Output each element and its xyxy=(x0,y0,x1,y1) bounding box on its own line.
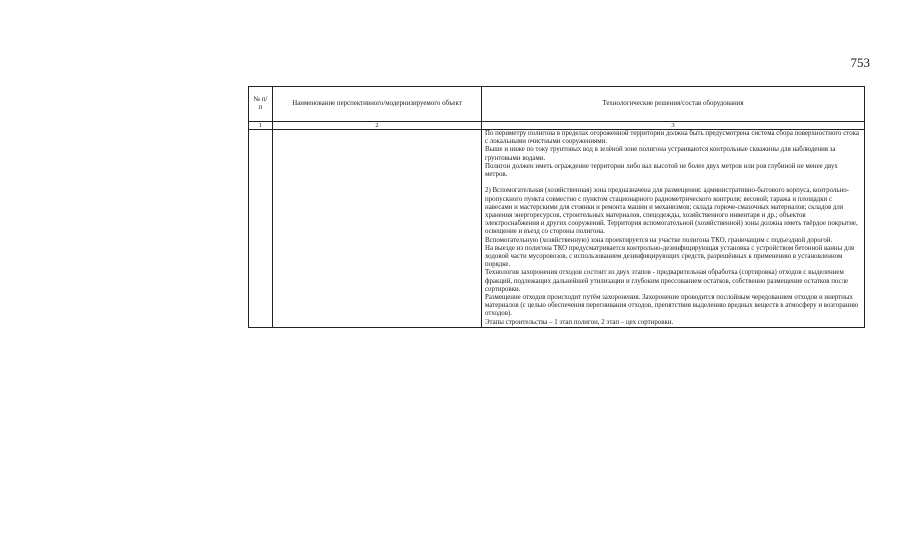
column-number-row xyxy=(249,122,865,130)
row-object-name xyxy=(273,130,482,328)
header-object-name: Наименование перспективного/модернизируемого объект xyxy=(273,87,482,122)
table-header-row xyxy=(249,87,865,122)
row-tech-solutions xyxy=(482,130,865,328)
row-num xyxy=(249,130,273,328)
technology-table xyxy=(248,86,865,328)
tech-paragraph: Полигон должен иметь ограждение территории либо вал высотой не более двух метров или ров глубиной не менее двух метров. xyxy=(485,162,838,179)
header-num: № п/п xyxy=(249,87,273,122)
tech-paragraph: По периметру полигона в пределах огороженной территории должна быть предусмотрена система сбора поверхностного стока с локальными очистными сооружениями. xyxy=(485,130,859,146)
column-number: 3 xyxy=(482,122,865,130)
tech-paragraphs xyxy=(485,130,861,327)
tech-paragraph: Этапы строительства – 1 этап полигон, 2 этап – цех сортировки. xyxy=(485,318,674,326)
tech-paragraph: На выезде из полигона ТКО предусматривается контрольно-дезинфицирующая установка с устройством бетонной ванны для ходовой части мусоровозов, с использованием дезинфицирующих средств, разрешённых к применению в установленном порядке. xyxy=(485,244,855,269)
header-tech-solutions: Технологические решения/состав оборудования xyxy=(482,87,865,122)
column-number: 1 xyxy=(249,122,273,130)
table-row xyxy=(249,130,865,328)
tech-paragraph: 2) Вспомогательная (хозяйственная) зона предназначена для размещения: административно-бытового корпуса, контрольно-пропускного пункта совместно с пунктом стационарного радиометрического контроля; весовой; гаража и площадки с навесами и мастерскими для стоянки и ремонта машин и механизмов; склада горюче-смазочных материалов; складов для хранения энергоресурсов, строительных материалов, спецодежды, хозяйственного инвентаря и др.; объектов электроснабжения и других сооружений. Территория вспомогательной (хозяйственной) зоны должна иметь твёрдое покрытие, освещение и въезд со стороны полигона. xyxy=(485,187,858,236)
column-number: 2 xyxy=(273,122,482,130)
tech-paragraph: Вспомогательную (хозяйственную) зона проектируется на участке полигона ТКО, граничащим с подъездной дорогой. xyxy=(485,236,833,244)
page-number: 753 xyxy=(850,55,870,70)
tech-paragraph: Выше и ниже по току грунтовых вод в зелёной зоне полигона устраиваются контрольные скважины для наблюдения за грунтовыми водами. xyxy=(485,146,836,162)
tech-paragraph: Размещение отходов происходит путём захоронения. Захоронение проводится послойным чередованием отходов и инертных материалов (с целью обеспечения перегнивания отходов, препятствия выделению вредных веществ в атмосферу и возгоранию отходов). xyxy=(485,294,859,318)
tech-paragraph: Технология захоронения отходов состоит из двух этапов - предварительная обработка (сортировка) отходов с выделением фракций, подлежащих дальнейшей утилизации и глубоким прессованием остатков, собственно размещение остатков после сортировки. xyxy=(485,269,849,293)
